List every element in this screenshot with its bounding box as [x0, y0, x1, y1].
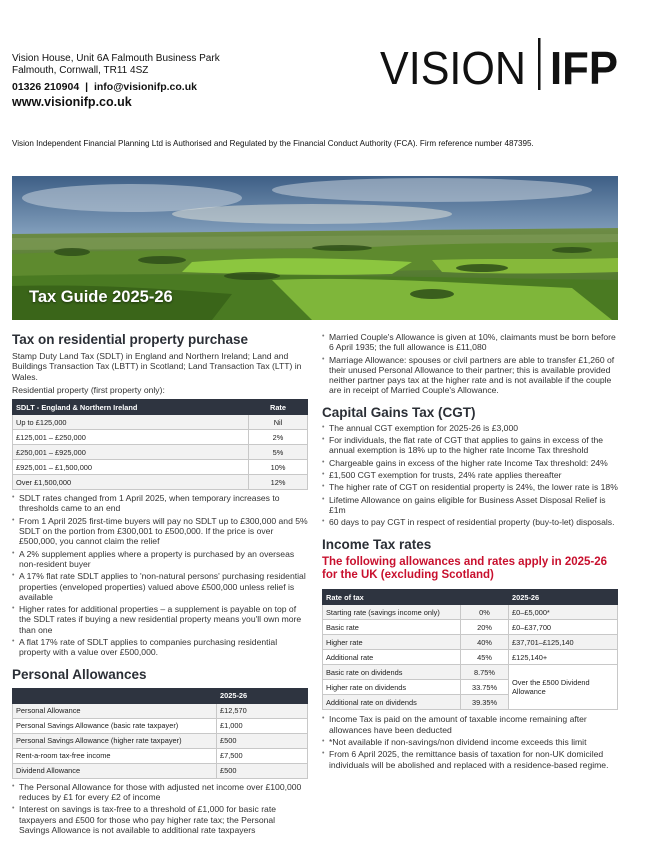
sdlt-heading: Tax on residential property purchase	[12, 332, 249, 347]
table-cell: 20%	[461, 620, 509, 635]
list-item: • A flat 17% rate of SDLT applies to companies purchasing residential property with a value over £500,000.	[12, 637, 308, 658]
table-cell: Nil	[249, 415, 308, 430]
table-cell: £500	[217, 763, 308, 778]
table-header-row	[323, 590, 618, 605]
hero-banner	[12, 176, 618, 320]
table-cell: £250,001 – £925,000	[13, 445, 249, 460]
list-item: • £1,500 CGT exemption for trusts, 24% rate applies thereafter	[322, 470, 618, 480]
list-item: • A 2% supplement applies where a property is purchased by an overseas non-resident buyer	[12, 549, 308, 570]
table-row	[13, 748, 308, 763]
list-item: • The higher rate of CGT on residential property is 24%, the lower rate is 18%	[322, 482, 618, 492]
personal-allowances-heading: Personal Allowances	[12, 666, 147, 682]
table-cell: Rent-a-room tax-free income	[13, 748, 217, 763]
contact-line	[12, 81, 220, 93]
table-row	[13, 445, 308, 460]
dividend-note-cell: Over the £500 Dividend Allowance	[509, 665, 618, 710]
table-cell: Additional rate on dividends	[323, 695, 461, 710]
table-cell: Higher rate on dividends	[323, 680, 461, 695]
sdlt-intro: Stamp Duty Land Tax (SDLT) in England and Northern Ireland; Land and Buildings Transaction Tax (LBTT) in Scotland; Land Transaction Tax (LTT) in Wales.	[12, 351, 302, 382]
website-link[interactable]: www.visionifp.co.uk	[12, 95, 132, 109]
logo-divider	[538, 38, 541, 90]
table-cell: £925,001 – £1,500,000	[13, 460, 249, 475]
table-row	[13, 475, 308, 490]
table-cell: Personal Allowance	[13, 703, 217, 718]
list-item: • From 1 April 2025 first-time buyers will pay no SDLT up to £300,000 and 5% SDLT on the portion from £300,001 to £500,000. If the price is over £500,000, you cannot claim the relief	[12, 516, 308, 547]
phone-number[interactable]: 01326 210904	[12, 81, 80, 93]
table-cell: £37,701–£125,140	[509, 635, 618, 650]
list-item: • Income Tax is paid on the amount of taxable income remaining after allowances have been deducted	[322, 714, 618, 735]
table-cell: Starting rate (savings income only)	[323, 605, 461, 620]
table-header-cell	[13, 688, 217, 703]
table-cell: 2%	[249, 430, 308, 445]
table-row	[323, 605, 618, 620]
table-header-cell: Rate of tax	[323, 590, 461, 605]
married-allowance-bullet-list	[322, 332, 618, 396]
logo-text-vision: VISION	[380, 42, 526, 90]
list-item: • Married Couple's Allowance is given at 10%, claimants must be born before 6 April 1935; the full allowance is £11,080	[322, 332, 618, 353]
left-column	[12, 332, 308, 835]
table-cell: 0%	[461, 605, 509, 620]
list-item: • A 17% flat rate SDLT applies to 'non-natural persons' purchasing residential properties (enveloped properties) valued above £500,000 unless relief is available	[12, 571, 308, 602]
header-address-block	[12, 53, 220, 108]
list-item: • 60 days to pay CGT in respect of residential property (buy-to-let) disposals.	[322, 517, 618, 527]
table-row	[13, 460, 308, 475]
table-cell: Additional rate	[323, 650, 461, 665]
list-item: • For individuals, the flat rate of CGT that applies to gains in excess of the annual exemption is 18% up to the higher rate Income Tax threshold	[322, 435, 618, 456]
personal-allowances-bullet-list	[12, 782, 308, 835]
table-row	[13, 718, 308, 733]
table-cell: £500	[217, 733, 308, 748]
table-cell: £0–£37,700	[509, 620, 618, 635]
table-cell: £12,570	[217, 703, 308, 718]
income-tax-table	[322, 589, 618, 710]
email-link[interactable]: info@visionifp.co.uk	[93, 81, 197, 93]
sdlt-bullet-list	[12, 493, 308, 657]
sdlt-table	[12, 399, 308, 490]
contact-separator: |	[85, 81, 89, 93]
income-tax-bullet-list	[322, 714, 618, 769]
guide-title: Tax Guide 2025-26	[29, 288, 173, 306]
table-header-cell: 2025-26	[509, 590, 618, 605]
table-header-row	[13, 688, 308, 703]
table-cell: £125,140+	[509, 650, 618, 665]
table-header-cell: Rate	[249, 400, 308, 415]
table-cell: Up to £125,000	[13, 415, 249, 430]
table-cell: 8.75%	[461, 665, 509, 680]
table-cell: Higher rate	[323, 635, 461, 650]
table-row	[323, 650, 618, 665]
table-row	[13, 763, 308, 778]
table-cell: 33.75%	[461, 680, 509, 695]
table-row	[323, 635, 618, 650]
list-item: • Marriage Allowance: spouses or civil partners are able to transfer £1,260 of their unused Personal Allowance to their partner; this is available provided neither partner pays tax at the higher rate and is not available if the couple are in receipt of Married Couple's Allowance.	[322, 355, 618, 396]
right-column	[322, 332, 618, 770]
table-cell: 10%	[249, 460, 308, 475]
table-cell: Dividend Allowance	[13, 763, 217, 778]
table-row	[13, 415, 308, 430]
list-item: • *Not available if non-savings/non dividend income exceeds this limit	[322, 737, 618, 747]
table-cell: Over £1,500,000	[13, 475, 249, 490]
regulation-statement: Vision Independent Financial Planning Ltd is Authorised and Regulated by the Financial Conduct Authority (FCA). Firm reference number 487395.	[12, 139, 534, 148]
table-cell: £0–£5,000*	[509, 605, 618, 620]
table-cell: £125,001 – £250,000	[13, 430, 249, 445]
table-cell: Personal Savings Allowance (basic rate taxpayer)	[13, 718, 217, 733]
table-row	[323, 665, 618, 680]
table-row	[13, 703, 308, 718]
vision-ifp-logo	[380, 38, 620, 90]
table-cell: £7,500	[217, 748, 308, 763]
list-item: • The Personal Allowance for those with adjusted net income over £100,000 reduces by £1 for every £2 of income	[12, 782, 308, 803]
list-item: • SDLT rates changed from 1 April 2025, when temporary increases to thresholds came to an end	[12, 493, 308, 514]
table-row	[13, 733, 308, 748]
table-row	[323, 620, 618, 635]
table-row	[13, 430, 308, 445]
table-cell: Personal Savings Allowance (higher rate taxpayer)	[13, 733, 217, 748]
table-cell: 39.35%	[461, 695, 509, 710]
table-header-cell: 2025-26	[217, 688, 308, 703]
income-tax-subheading: The following allowances and rates apply in 2025-26 for the UK (excluding Scotland)	[322, 556, 608, 582]
list-item: • Lifetime Allowance on gains eligible for Business Asset Disposal Relief is £1m	[322, 495, 618, 516]
logo-text-ifp: IFP	[550, 42, 618, 90]
address-line-2: Falmouth, Cornwall, TR11 4SZ	[12, 65, 149, 76]
table-header-row	[13, 400, 308, 415]
personal-allowances-table	[12, 688, 308, 779]
cgt-bullet-list	[322, 423, 618, 528]
table-header-cell: SDLT - England & Northern Ireland	[13, 400, 249, 415]
list-item: • From 6 April 2025, the remittance basis of taxation for non-UK domiciled individuals will be abolished and replaced with a residence-based regime.	[322, 749, 618, 770]
table-cell: 45%	[461, 650, 509, 665]
list-item: • Chargeable gains in excess of the higher rate Income Tax threshold: 24%	[322, 458, 618, 468]
address-line-1: Vision House, Unit 6A Falmouth Business Park	[12, 53, 220, 64]
list-item: • Higher rates for additional properties – a supplement is payable on top of the SDLT rates if buying a new residential property means you'll own more than one	[12, 604, 308, 635]
table-cell: Basic rate on dividends	[323, 665, 461, 680]
list-item: • The annual CGT exemption for 2025-26 is £3,000	[322, 423, 618, 433]
cgt-heading: Capital Gains Tax (CGT)	[322, 404, 476, 420]
income-tax-heading: Income Tax rates	[322, 537, 432, 553]
table-header-cell	[461, 590, 509, 605]
table-cell: 40%	[461, 635, 509, 650]
table-cell: 5%	[249, 445, 308, 460]
sdlt-subintro: Residential property (first property only):	[12, 384, 165, 395]
table-cell: Basic rate	[323, 620, 461, 635]
list-item: • Interest on savings is tax-free to a threshold of £1,000 for basic rate taxpayers and £500 for those who pay higher rate tax; the Personal Savings Allowance is not available to additional rate taxpayers	[12, 804, 308, 835]
table-cell: 12%	[249, 475, 308, 490]
table-cell: £1,000	[217, 718, 308, 733]
